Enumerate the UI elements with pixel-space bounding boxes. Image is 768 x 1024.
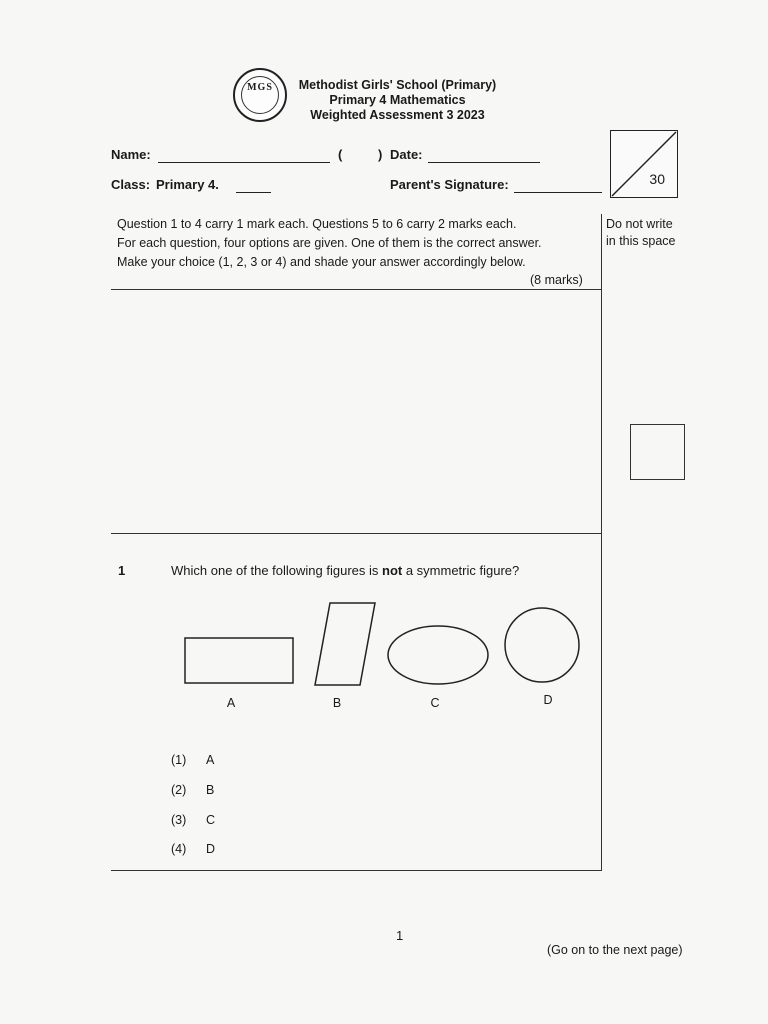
figure-d-label: D	[543, 693, 553, 707]
instruction-line-1: Question 1 to 4 carry 1 mark each. Questions 5 to 6 carry 2 marks each.	[117, 217, 517, 231]
school-logo	[233, 68, 287, 122]
date-field[interactable]	[428, 162, 540, 163]
margin-divider	[601, 214, 602, 870]
register-paren-open: (	[338, 147, 343, 162]
continue-note: (Go on to the next page)	[547, 943, 683, 957]
instruction-line-2: For each question, four options are given. One of them is the correct answer.	[117, 236, 542, 250]
side-note-line-2: in this space	[606, 234, 676, 248]
option-4-value: D	[206, 842, 216, 856]
figure-c-label: C	[430, 696, 440, 710]
figure-b-label: B	[332, 696, 342, 710]
question-1-text-before: Which one of the following figures is	[171, 563, 382, 578]
class-value: Primary 4.	[156, 177, 219, 192]
page-number: 1	[396, 928, 404, 943]
figure-b-parallelogram	[315, 603, 375, 685]
signature-field[interactable]	[514, 192, 602, 193]
option-4-number: (4)	[171, 842, 187, 856]
signature-label: Parent's Signature:	[390, 177, 509, 192]
option-2-value: B	[206, 783, 215, 797]
figure-d-circle	[505, 608, 579, 682]
instruction-marks: (8 marks)	[530, 273, 583, 287]
score-diagonal	[611, 131, 677, 197]
score-total: 30	[649, 171, 665, 187]
class-label: Class:	[111, 177, 151, 192]
date-label: Date:	[390, 147, 423, 162]
marks-box[interactable]	[630, 424, 685, 480]
option-3-number: (3)	[171, 813, 187, 827]
section-rule-bottom	[111, 870, 602, 871]
question-1-text-after: a symmetric figure?	[402, 563, 520, 578]
figure-a-label: A	[226, 696, 236, 710]
question-1-number: 1	[118, 563, 126, 578]
instruction-line-3: Make your choice (1, 2, 3 or 4) and shade your answer accordingly below.	[117, 255, 526, 269]
figure-a-rectangle	[185, 638, 293, 683]
answer-shading-area[interactable]	[111, 291, 601, 532]
option-2-number: (2)	[171, 783, 187, 797]
score-box	[610, 130, 678, 198]
figure-c-oval	[388, 626, 488, 684]
option-1-number: (1)	[171, 753, 187, 767]
question-1-figures	[170, 595, 590, 695]
option-1-value: A	[206, 753, 215, 767]
section-rule-top	[111, 289, 602, 290]
name-field[interactable]	[158, 162, 330, 163]
register-paren-close: )	[378, 147, 383, 162]
logo-text: MGS	[247, 82, 273, 93]
section-rule-middle	[111, 533, 602, 534]
question-1-text	[171, 563, 519, 578]
subject-title: Primary 4 Mathematics	[329, 93, 466, 107]
school-name: Methodist Girls' School (Primary)	[298, 78, 497, 92]
question-1-text-bold: not	[382, 563, 403, 578]
assessment-title: Weighted Assessment 3 2023	[310, 108, 485, 122]
option-3-value: C	[206, 813, 216, 827]
side-note-line-1: Do not write	[606, 217, 673, 231]
name-label: Name:	[111, 147, 151, 162]
class-field[interactable]	[236, 192, 271, 193]
